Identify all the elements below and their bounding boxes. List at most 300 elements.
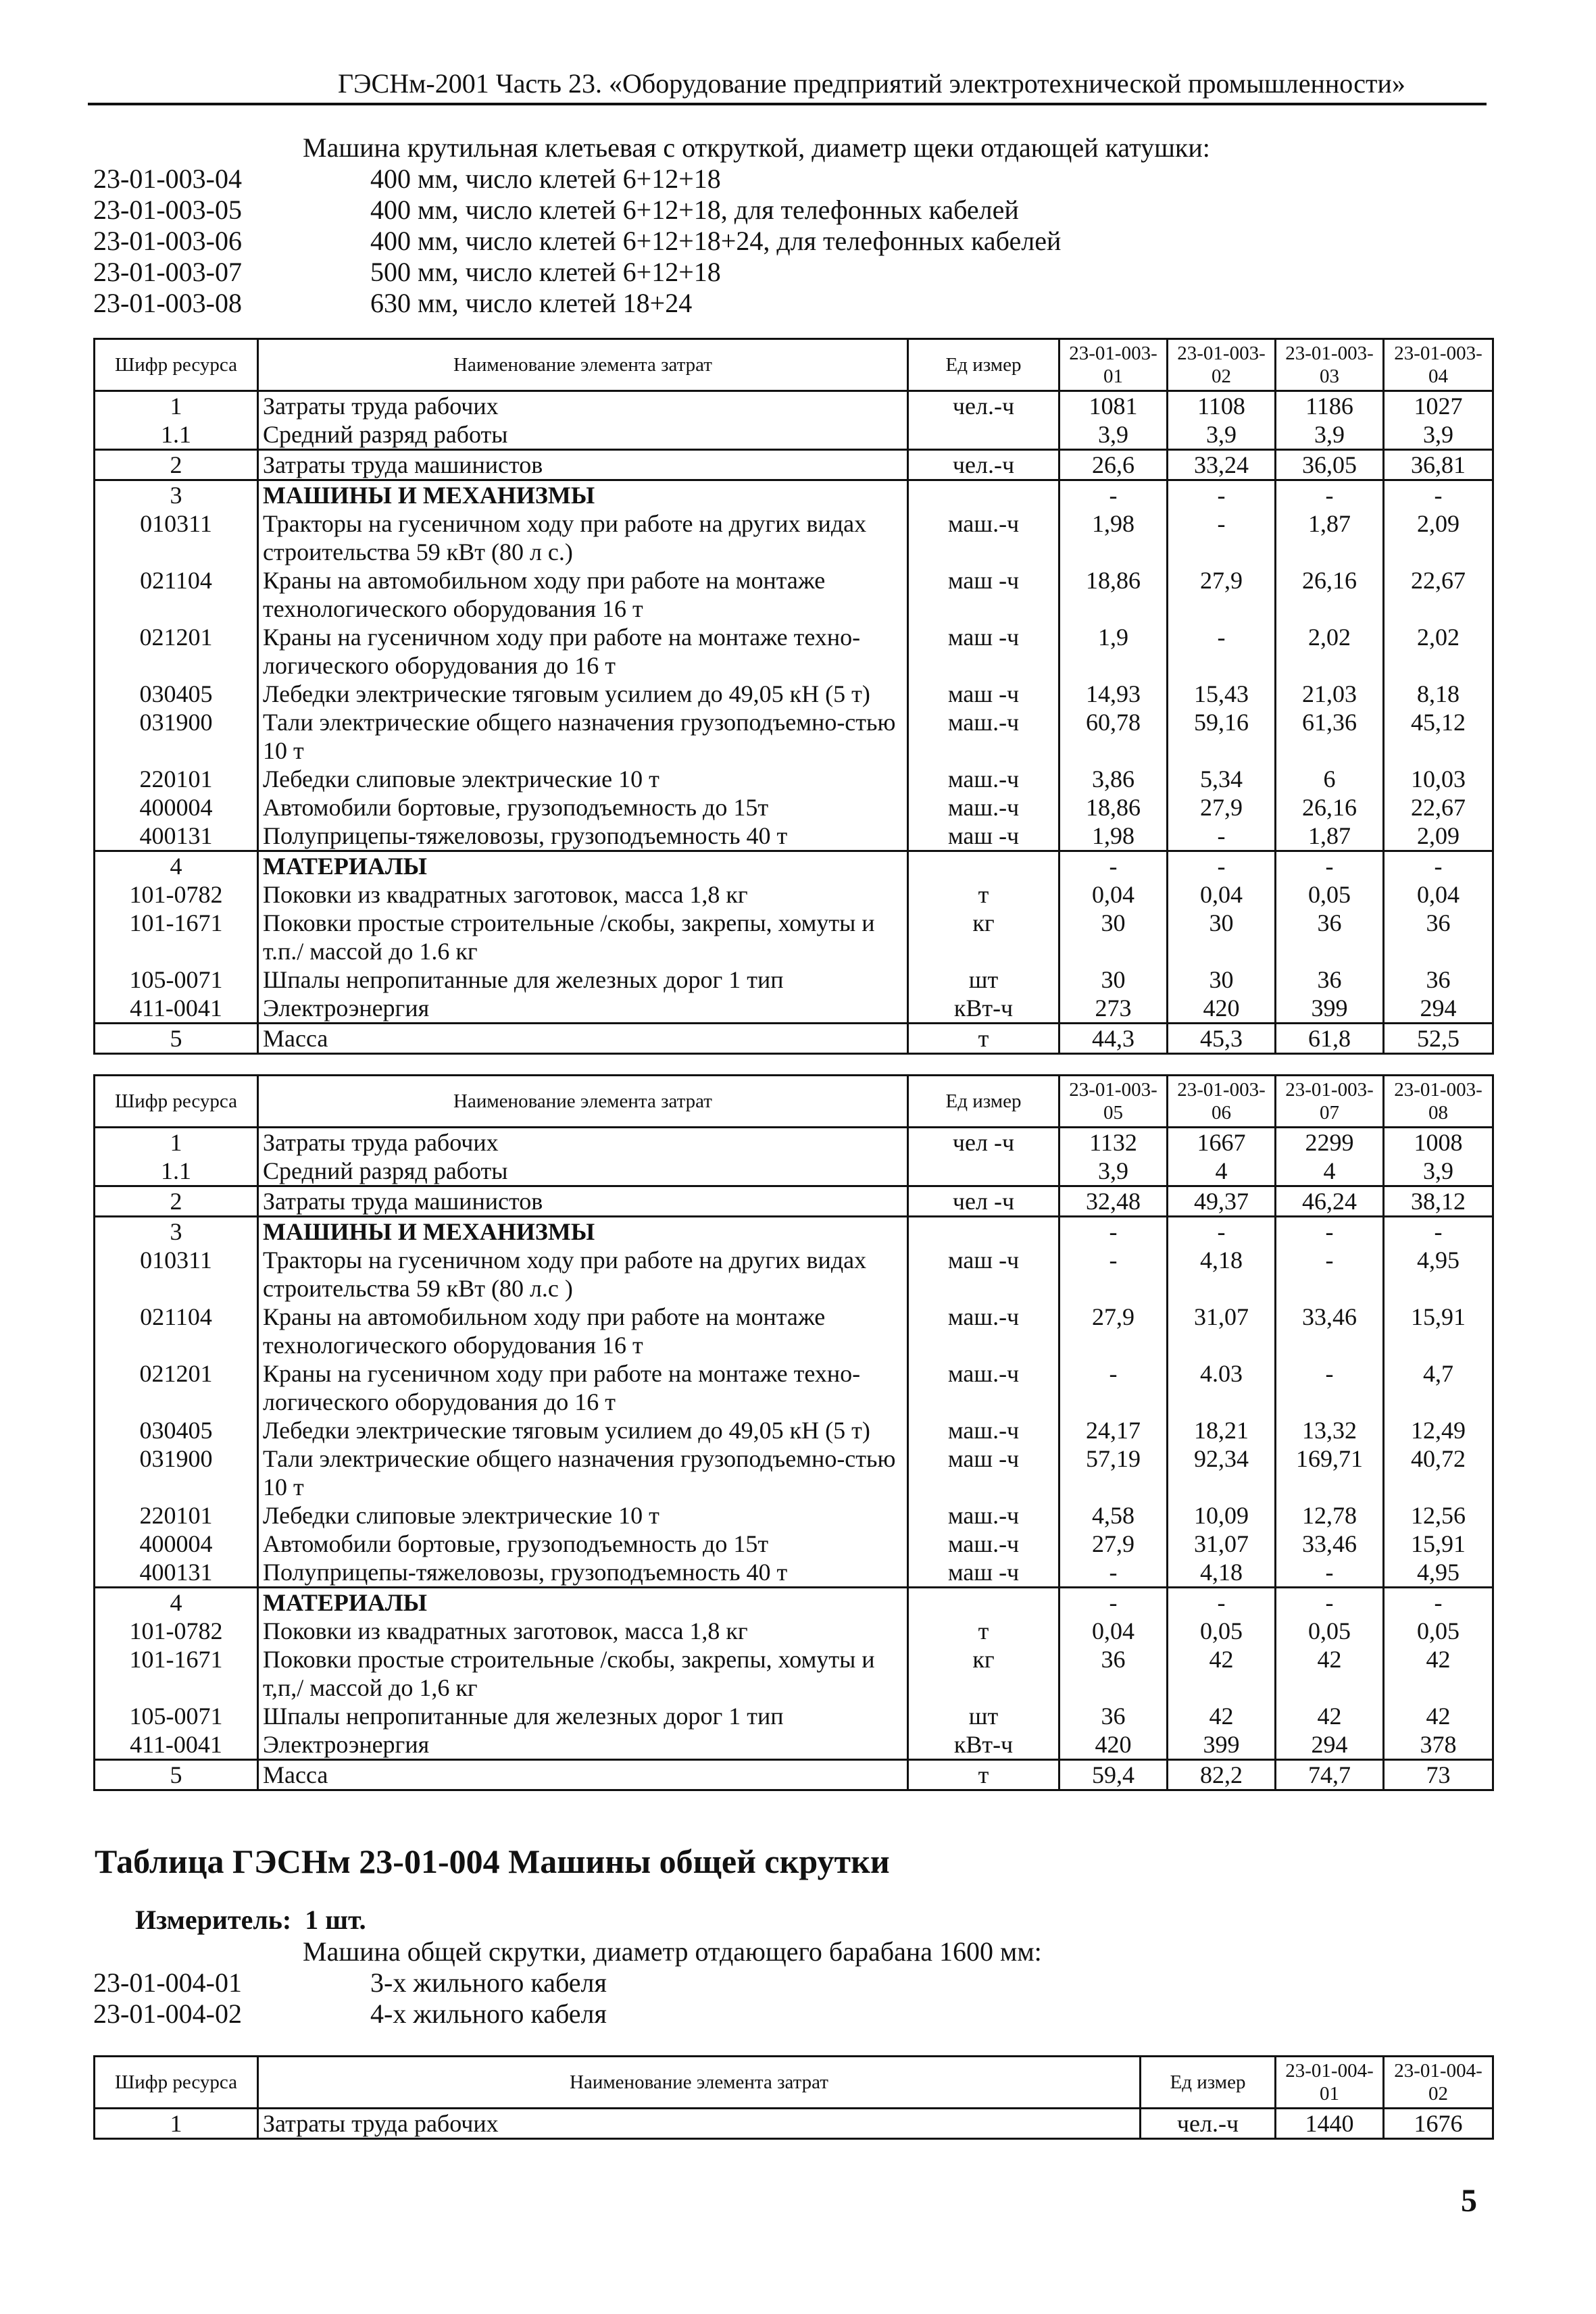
cell-resource-code: 010311 bbox=[95, 1246, 258, 1303]
cell-value: 0,04 bbox=[1059, 1617, 1168, 1645]
cell-value: 36 bbox=[1384, 965, 1493, 994]
cell-value: 22,67 bbox=[1384, 793, 1493, 822]
intro-item bbox=[93, 1998, 1042, 2030]
table-row bbox=[95, 391, 1493, 421]
cell-element-name: МАТЕРИАЛЫ bbox=[258, 1588, 908, 1617]
cell-value: 45,3 bbox=[1168, 1024, 1276, 1054]
cell-value: 42 bbox=[1168, 1645, 1276, 1702]
cell-element-name: Поковки из квадратных заготовок, масса 1,8 кг bbox=[258, 1617, 908, 1645]
cell-value: 294 bbox=[1276, 1730, 1384, 1760]
cell-element-name: Лебедки электрические тяговым усилием до 49,05 кН (5 т) bbox=[258, 680, 908, 708]
table-row bbox=[95, 822, 1493, 851]
cell-value: 60,78 bbox=[1059, 708, 1168, 765]
cell-value: 4,18 bbox=[1168, 1558, 1276, 1588]
cell-resource-code: 411-0041 bbox=[95, 994, 258, 1024]
cell-unit: чел -ч bbox=[908, 1186, 1059, 1217]
table-row bbox=[95, 965, 1493, 994]
cell-value: 45,12 bbox=[1384, 708, 1493, 765]
header-column-code: 23-01-004-01 bbox=[1276, 2057, 1384, 2109]
table-row bbox=[95, 509, 1493, 566]
cell-element-name: Полуприцепы-тяжеловозы, грузоподъемность 40 т bbox=[258, 822, 908, 851]
header-unit: Ед измер bbox=[908, 1076, 1059, 1128]
cell-resource-code: 3 bbox=[95, 480, 258, 510]
cell-value: 42 bbox=[1384, 1645, 1493, 1702]
cell-element-name: Лебедки слиповые электрические 10 т bbox=[258, 1501, 908, 1530]
table-row bbox=[95, 1588, 1493, 1617]
cell-unit: маш.-ч bbox=[908, 509, 1059, 566]
cell-resource-code: 2 bbox=[95, 450, 258, 480]
cell-value: 46,24 bbox=[1276, 1186, 1384, 1217]
intro-title: Машина крутильная клетьевая с откруткой, диаметр щеки отдающей катушки: bbox=[303, 132, 1210, 163]
cell-resource-code: 101-0782 bbox=[95, 880, 258, 909]
cell-resource-code: 031900 bbox=[95, 708, 258, 765]
cell-resource-code: 031900 bbox=[95, 1444, 258, 1501]
cell-element-name: МАШИНЫ И МЕХАНИЗМЫ bbox=[258, 1217, 908, 1247]
header-column-code: 23-01-003-01 bbox=[1059, 339, 1168, 391]
cell-resource-code: 220101 bbox=[95, 1501, 258, 1530]
cell-element-name: МАШИНЫ И МЕХАНИЗМЫ bbox=[258, 480, 908, 510]
cell-value: 59,4 bbox=[1059, 1760, 1168, 1790]
cell-unit: кг bbox=[908, 1645, 1059, 1702]
cell-value: 378 bbox=[1384, 1730, 1493, 1760]
cell-resource-code: 021104 bbox=[95, 566, 258, 623]
cell-value: 36,81 bbox=[1384, 450, 1493, 480]
cell-value: - bbox=[1276, 480, 1384, 510]
cell-unit: кВт-ч bbox=[908, 1730, 1059, 1760]
cell-value: 1027 bbox=[1384, 391, 1493, 421]
resource-table-3 bbox=[93, 2055, 1494, 2140]
cell-unit: маш.-ч bbox=[908, 1303, 1059, 1359]
intro-item-code: 23-01-004-02 bbox=[93, 1998, 242, 2029]
cell-value: 4 bbox=[1276, 1157, 1384, 1186]
cell-value: 36 bbox=[1276, 909, 1384, 965]
cell-value: - bbox=[1276, 1246, 1384, 1303]
resource-table-2 bbox=[93, 1074, 1494, 1791]
header-name: Наименование элемента затрат bbox=[258, 2057, 1141, 2109]
cell-value: 73 bbox=[1384, 1760, 1493, 1790]
cell-unit: маш -ч bbox=[908, 680, 1059, 708]
cell-value: - bbox=[1168, 851, 1276, 881]
intro-list-2 bbox=[93, 1967, 1042, 2030]
cell-value: 42 bbox=[1276, 1702, 1384, 1730]
cell-value: - bbox=[1276, 1558, 1384, 1588]
cell-value: 27,9 bbox=[1168, 793, 1276, 822]
cell-value: 42 bbox=[1384, 1702, 1493, 1730]
cell-value: - bbox=[1059, 1246, 1168, 1303]
intro-item-code: 23-01-003-04 bbox=[93, 164, 242, 194]
cell-element-name: Тали электрические общего назначения грузоподъемно-стью 10 т bbox=[258, 708, 908, 765]
table-row bbox=[95, 623, 1493, 680]
cell-value: 399 bbox=[1168, 1730, 1276, 1760]
cell-value: 15,91 bbox=[1384, 1530, 1493, 1558]
table-row bbox=[95, 1024, 1493, 1054]
table-row bbox=[95, 1303, 1493, 1359]
cell-unit bbox=[908, 1157, 1059, 1186]
cell-element-name: Электроэнергия bbox=[258, 1730, 908, 1760]
cell-element-name: Поковки простые строительные /скобы, закрепы, хомуты и т.п./ массой до 1.6 кг bbox=[258, 909, 908, 965]
cell-element-name: Краны на автомобильном ходу при работе на монтаже технологического оборудования 16 т bbox=[258, 1303, 908, 1359]
cell-value: - bbox=[1276, 1359, 1384, 1416]
cell-value: 61,8 bbox=[1276, 1024, 1384, 1054]
cell-value: - bbox=[1384, 851, 1493, 881]
cell-resource-code: 105-0071 bbox=[95, 1702, 258, 1730]
table-row bbox=[95, 1128, 1493, 1157]
cell-value: - bbox=[1384, 480, 1493, 510]
cell-resource-code: 101-1671 bbox=[95, 909, 258, 965]
cell-value: 4 bbox=[1168, 1157, 1276, 1186]
resource-table-1 bbox=[93, 338, 1494, 1055]
cell-value: - bbox=[1059, 851, 1168, 881]
cell-unit: кг bbox=[908, 909, 1059, 965]
cell-resource-code: 400131 bbox=[95, 1558, 258, 1588]
cell-unit: т bbox=[908, 1617, 1059, 1645]
cell-element-name: Поковки простые строительные /скобы, закрепы, хомуты и т,п,/ массой до 1,6 кг bbox=[258, 1645, 908, 1702]
cell-value: 18,21 bbox=[1168, 1416, 1276, 1444]
intro-item-code: 23-01-004-01 bbox=[93, 1967, 242, 1998]
cell-value: 49,37 bbox=[1168, 1186, 1276, 1217]
cell-value: 1108 bbox=[1168, 391, 1276, 421]
cell-value: 92,34 bbox=[1168, 1444, 1276, 1501]
cell-value: 27,9 bbox=[1168, 566, 1276, 623]
cell-unit: маш.-ч bbox=[908, 1416, 1059, 1444]
cell-unit: маш.-ч bbox=[908, 1530, 1059, 1558]
cell-resource-code: 4 bbox=[95, 1588, 258, 1617]
intro-title-2: Машина общей скрутки, диаметр отдающего барабана 1600 мм: bbox=[303, 1936, 1042, 1967]
cell-resource-code: 021201 bbox=[95, 1359, 258, 1416]
table-row bbox=[95, 851, 1493, 881]
intro-item-code: 23-01-003-06 bbox=[93, 226, 242, 256]
cell-value: 2,02 bbox=[1384, 623, 1493, 680]
cell-value: 1132 bbox=[1059, 1128, 1168, 1157]
table-row bbox=[95, 1617, 1493, 1645]
intro-item-text: 4-х жильного кабеля bbox=[370, 1998, 607, 2029]
cell-element-name: Шпалы непропитанные для железных дорог 1 тип bbox=[258, 1702, 908, 1730]
cell-unit: маш -ч bbox=[908, 1246, 1059, 1303]
cell-unit bbox=[908, 851, 1059, 881]
cell-value: 18,86 bbox=[1059, 793, 1168, 822]
cell-value: 57,19 bbox=[1059, 1444, 1168, 1501]
cell-value: - bbox=[1276, 1588, 1384, 1617]
cell-resource-code: 400004 bbox=[95, 1530, 258, 1558]
cell-value: 3,9 bbox=[1384, 420, 1493, 450]
cell-value: - bbox=[1168, 1588, 1276, 1617]
header-name: Наименование элемента затрат bbox=[258, 1076, 908, 1128]
table-row bbox=[95, 994, 1493, 1024]
cell-value: 0,04 bbox=[1168, 880, 1276, 909]
cell-element-name: Средний разряд работы bbox=[258, 420, 908, 450]
cell-unit: шт bbox=[908, 965, 1059, 994]
cell-value: - bbox=[1059, 1588, 1168, 1617]
cell-resource-code: 021201 bbox=[95, 623, 258, 680]
cell-unit: маш -ч bbox=[908, 1444, 1059, 1501]
cell-resource-code: 1 bbox=[95, 2109, 258, 2139]
table-row bbox=[95, 1246, 1493, 1303]
cell-value: 1186 bbox=[1276, 391, 1384, 421]
cell-value: 273 bbox=[1059, 994, 1168, 1024]
cell-element-name: Краны на автомобильном ходу при работе на монтаже технологического оборудования 16 т bbox=[258, 566, 908, 623]
header-column-code: 23-01-003-04 bbox=[1384, 339, 1493, 391]
cell-value: - bbox=[1059, 1217, 1168, 1247]
cell-value: 26,6 bbox=[1059, 450, 1168, 480]
cell-element-name: Поковки из квадратных заготовок, масса 1,8 кг bbox=[258, 880, 908, 909]
cell-value: 2,02 bbox=[1276, 623, 1384, 680]
cell-value: 4,58 bbox=[1059, 1501, 1168, 1530]
cell-value: 42 bbox=[1168, 1702, 1276, 1730]
header-column-code: 23-01-003-05 bbox=[1059, 1076, 1168, 1128]
cell-value: 30 bbox=[1168, 909, 1276, 965]
cell-value: 21,03 bbox=[1276, 680, 1384, 708]
cell-resource-code: 021104 bbox=[95, 1303, 258, 1359]
cell-value: 5,34 bbox=[1168, 765, 1276, 793]
table-row bbox=[95, 909, 1493, 965]
cell-element-name: МАТЕРИАЛЫ bbox=[258, 851, 908, 881]
cell-value: 10,09 bbox=[1168, 1501, 1276, 1530]
cell-resource-code: 101-0782 bbox=[95, 1617, 258, 1645]
cell-resource-code: 1.1 bbox=[95, 420, 258, 450]
intro-block-2 bbox=[93, 1936, 1042, 2030]
cell-unit: маш -ч bbox=[908, 566, 1059, 623]
cell-value: 32,48 bbox=[1059, 1186, 1168, 1217]
cell-unit: маш.-ч bbox=[908, 708, 1059, 765]
cell-unit: маш.-ч bbox=[908, 765, 1059, 793]
intro-item bbox=[93, 1967, 1042, 1998]
cell-resource-code: 1.1 bbox=[95, 1157, 258, 1186]
cell-unit: маш -ч bbox=[908, 1558, 1059, 1588]
cell-value: 3,9 bbox=[1276, 420, 1384, 450]
cell-element-name: Тали электрические общего назначения грузоподъемно-стью 10 т bbox=[258, 1444, 908, 1501]
page-header: ГЭСНм-2001 Часть 23. «Оборудование предприятий электротехнической промышленности» bbox=[338, 68, 1405, 99]
cell-value: 15,43 bbox=[1168, 680, 1276, 708]
table-row bbox=[95, 1530, 1493, 1558]
cell-unit: чел.-ч bbox=[908, 391, 1059, 421]
table-row bbox=[95, 793, 1493, 822]
cell-element-name: Масса bbox=[258, 1024, 908, 1054]
cell-element-name: Тракторы на гусеничном ходу при работе на других видах строительства 59 кВт (80 л.с ) bbox=[258, 1246, 908, 1303]
cell-value: 13,32 bbox=[1276, 1416, 1384, 1444]
cell-value: 0,05 bbox=[1384, 1617, 1493, 1645]
cell-resource-code: 400004 bbox=[95, 793, 258, 822]
cell-value: 10,03 bbox=[1384, 765, 1493, 793]
cell-value: 4,18 bbox=[1168, 1246, 1276, 1303]
cell-unit bbox=[908, 420, 1059, 450]
cell-value: 1,87 bbox=[1276, 509, 1384, 566]
cell-element-name: Затраты труда машинистов bbox=[258, 1186, 908, 1217]
intro-item-code: 23-01-003-08 bbox=[93, 288, 242, 318]
header-column-code: 23-01-003-06 bbox=[1168, 1076, 1276, 1128]
cell-value: 3,9 bbox=[1059, 1157, 1168, 1186]
cell-unit: кВт-ч bbox=[908, 994, 1059, 1024]
table-row bbox=[95, 1217, 1493, 1247]
cell-value: 33,46 bbox=[1276, 1530, 1384, 1558]
table-row bbox=[95, 1558, 1493, 1588]
cell-element-name: Лебедки слиповые электрические 10 т bbox=[258, 765, 908, 793]
meter-value: 1 шт. bbox=[305, 1905, 366, 1935]
cell-element-name: Лебедки электрические тяговым усилием до 49,05 кН (5 т) bbox=[258, 1416, 908, 1444]
cell-value: 4,95 bbox=[1384, 1558, 1493, 1588]
cell-unit bbox=[908, 480, 1059, 510]
header-column-code: 23-01-003-07 bbox=[1276, 1076, 1384, 1128]
cell-element-name: Автомобили бортовые, грузоподъемность до 15т bbox=[258, 793, 908, 822]
cell-element-name: Тракторы на гусеничном ходу при работе на других видах строительства 59 кВт (80 л с.) bbox=[258, 509, 908, 566]
cell-unit bbox=[908, 1217, 1059, 1247]
cell-value: 420 bbox=[1168, 994, 1276, 1024]
header-code: Шифр ресурса bbox=[95, 2057, 258, 2109]
cell-value: 169,71 bbox=[1276, 1444, 1384, 1501]
table-row bbox=[95, 1157, 1493, 1186]
cell-value: 42 bbox=[1276, 1645, 1384, 1702]
header-column-code: 23-01-003-08 bbox=[1384, 1076, 1493, 1128]
intro-item bbox=[93, 195, 1210, 226]
cell-resource-code: 5 bbox=[95, 1024, 258, 1054]
cell-value: 1,9 bbox=[1059, 623, 1168, 680]
header-column-code: 23-01-004-02 bbox=[1384, 2057, 1493, 2109]
cell-value: - bbox=[1276, 1217, 1384, 1247]
cell-value: 27,9 bbox=[1059, 1530, 1168, 1558]
header-column-code: 23-01-003-02 bbox=[1168, 339, 1276, 391]
cell-value: 3,9 bbox=[1384, 1157, 1493, 1186]
table-row bbox=[95, 1416, 1493, 1444]
cell-element-name: Электроэнергия bbox=[258, 994, 908, 1024]
intro-item-text: 500 мм, число клетей 6+12+18 bbox=[370, 257, 721, 287]
cell-value: 15,91 bbox=[1384, 1303, 1493, 1359]
table-row bbox=[95, 1444, 1493, 1501]
intro-item-text: 400 мм, число клетей 6+12+18+24, для телефонных кабелей bbox=[370, 226, 1062, 256]
cell-resource-code: 1 bbox=[95, 391, 258, 421]
cell-unit: маш.-ч bbox=[908, 793, 1059, 822]
cell-unit: чел -ч bbox=[908, 1128, 1059, 1157]
cell-value: - bbox=[1059, 1359, 1168, 1416]
page-number: 5 bbox=[1461, 2183, 1477, 2219]
cell-value: - bbox=[1168, 623, 1276, 680]
cell-value: 0,05 bbox=[1168, 1617, 1276, 1645]
cell-element-name: Затраты труда рабочих bbox=[258, 2109, 1141, 2139]
cell-value: 1676 bbox=[1384, 2109, 1493, 2139]
header-code: Шифр ресурса bbox=[95, 1076, 258, 1128]
table-row bbox=[95, 765, 1493, 793]
header-unit: Ед измер bbox=[908, 339, 1059, 391]
cell-value: 1440 bbox=[1276, 2109, 1384, 2139]
cell-value: 61,36 bbox=[1276, 708, 1384, 765]
cell-value: 1,87 bbox=[1276, 822, 1384, 851]
cell-value: - bbox=[1168, 822, 1276, 851]
intro-item-text: 3-х жильного кабеля bbox=[370, 1967, 607, 1998]
intro-item-text: 400 мм, число клетей 6+12+18, для телефонных кабелей bbox=[370, 195, 1019, 225]
cell-unit bbox=[908, 1588, 1059, 1617]
cell-value: - bbox=[1384, 1588, 1493, 1617]
cell-unit: т bbox=[908, 880, 1059, 909]
intro-item bbox=[93, 257, 1210, 288]
cell-resource-code: 220101 bbox=[95, 765, 258, 793]
cell-value: 27,9 bbox=[1059, 1303, 1168, 1359]
cell-element-name: Краны на гусеничном ходу при работе на монтаже техно-логического оборудования до 16 т bbox=[258, 1359, 908, 1416]
table-row bbox=[95, 680, 1493, 708]
cell-value: 12,78 bbox=[1276, 1501, 1384, 1530]
header-unit: Ед измер bbox=[1141, 2057, 1276, 2109]
cell-element-name: Затраты труда машинистов bbox=[258, 450, 908, 480]
cell-resource-code: 2 bbox=[95, 1186, 258, 1217]
cell-unit: шт bbox=[908, 1702, 1059, 1730]
table-row bbox=[95, 1186, 1493, 1217]
cell-resource-code: 1 bbox=[95, 1128, 258, 1157]
cell-element-name: Затраты труда рабочих bbox=[258, 1128, 908, 1157]
cell-value: 0,04 bbox=[1059, 880, 1168, 909]
header-code: Шифр ресурса bbox=[95, 339, 258, 391]
intro-item-text: 630 мм, число клетей 18+24 bbox=[370, 288, 693, 318]
cell-value: 59,16 bbox=[1168, 708, 1276, 765]
cell-value: 1,98 bbox=[1059, 822, 1168, 851]
cell-resource-code: 4 bbox=[95, 851, 258, 881]
intro-item bbox=[93, 226, 1210, 257]
cell-value: 399 bbox=[1276, 994, 1384, 1024]
cell-value: 2299 bbox=[1276, 1128, 1384, 1157]
cell-value: 6 bbox=[1276, 765, 1384, 793]
cell-value: 3,9 bbox=[1168, 420, 1276, 450]
cell-value: 8,18 bbox=[1384, 680, 1493, 708]
cell-element-name: Затраты труда рабочих bbox=[258, 391, 908, 421]
cell-unit: маш -ч bbox=[908, 623, 1059, 680]
intro-item-code: 23-01-003-05 bbox=[93, 195, 242, 225]
cell-value: 36 bbox=[1059, 1645, 1168, 1702]
cell-resource-code: 030405 bbox=[95, 680, 258, 708]
cell-value: 1008 bbox=[1384, 1128, 1493, 1157]
cell-value: - bbox=[1168, 509, 1276, 566]
cell-value: 1,98 bbox=[1059, 509, 1168, 566]
table-row bbox=[95, 880, 1493, 909]
cell-value: 4.03 bbox=[1168, 1359, 1276, 1416]
cell-value: 44,3 bbox=[1059, 1024, 1168, 1054]
cell-resource-code: 101-1671 bbox=[95, 1645, 258, 1702]
cell-value: - bbox=[1168, 1217, 1276, 1247]
cell-value: 40,72 bbox=[1384, 1444, 1493, 1501]
cell-value: 3,86 bbox=[1059, 765, 1168, 793]
cell-value: 0,04 bbox=[1384, 880, 1493, 909]
table-row bbox=[95, 420, 1493, 450]
cell-value: 30 bbox=[1168, 965, 1276, 994]
cell-resource-code: 010311 bbox=[95, 509, 258, 566]
cell-value: 1081 bbox=[1059, 391, 1168, 421]
table-row bbox=[95, 1760, 1493, 1790]
cell-value: 30 bbox=[1059, 965, 1168, 994]
cell-unit: чел.-ч bbox=[908, 450, 1059, 480]
cell-value: 14,93 bbox=[1059, 680, 1168, 708]
cell-resource-code: 3 bbox=[95, 1217, 258, 1247]
table-row bbox=[95, 1730, 1493, 1760]
intro-item-code: 23-01-003-07 bbox=[93, 257, 242, 287]
intro-item-text: 400 мм, число клетей 6+12+18 bbox=[370, 164, 721, 194]
cell-resource-code: 400131 bbox=[95, 822, 258, 851]
cell-value: 33,46 bbox=[1276, 1303, 1384, 1359]
table-row bbox=[95, 2109, 1493, 2139]
header-rule bbox=[88, 103, 1487, 105]
cell-unit: чел.-ч bbox=[1141, 2109, 1276, 2139]
cell-element-name: Средний разряд работы bbox=[258, 1157, 908, 1186]
cell-value: 82,2 bbox=[1168, 1760, 1276, 1790]
cell-value: 2,09 bbox=[1384, 509, 1493, 566]
cell-value: 26,16 bbox=[1276, 566, 1384, 623]
cell-value: 33,24 bbox=[1168, 450, 1276, 480]
cell-resource-code: 411-0041 bbox=[95, 1730, 258, 1760]
section-title: Таблица ГЭСНм 23-01-004 Машины общей скрутки bbox=[95, 1842, 890, 1880]
intro-block-1 bbox=[93, 132, 1210, 319]
table-row bbox=[95, 450, 1493, 480]
cell-value: 22,67 bbox=[1384, 566, 1493, 623]
cell-value: 52,5 bbox=[1384, 1024, 1493, 1054]
cell-value: 0,05 bbox=[1276, 880, 1384, 909]
cell-value: 294 bbox=[1384, 994, 1493, 1024]
table-row bbox=[95, 1359, 1493, 1416]
cell-value: 12,49 bbox=[1384, 1416, 1493, 1444]
cell-value: 420 bbox=[1059, 1730, 1168, 1760]
